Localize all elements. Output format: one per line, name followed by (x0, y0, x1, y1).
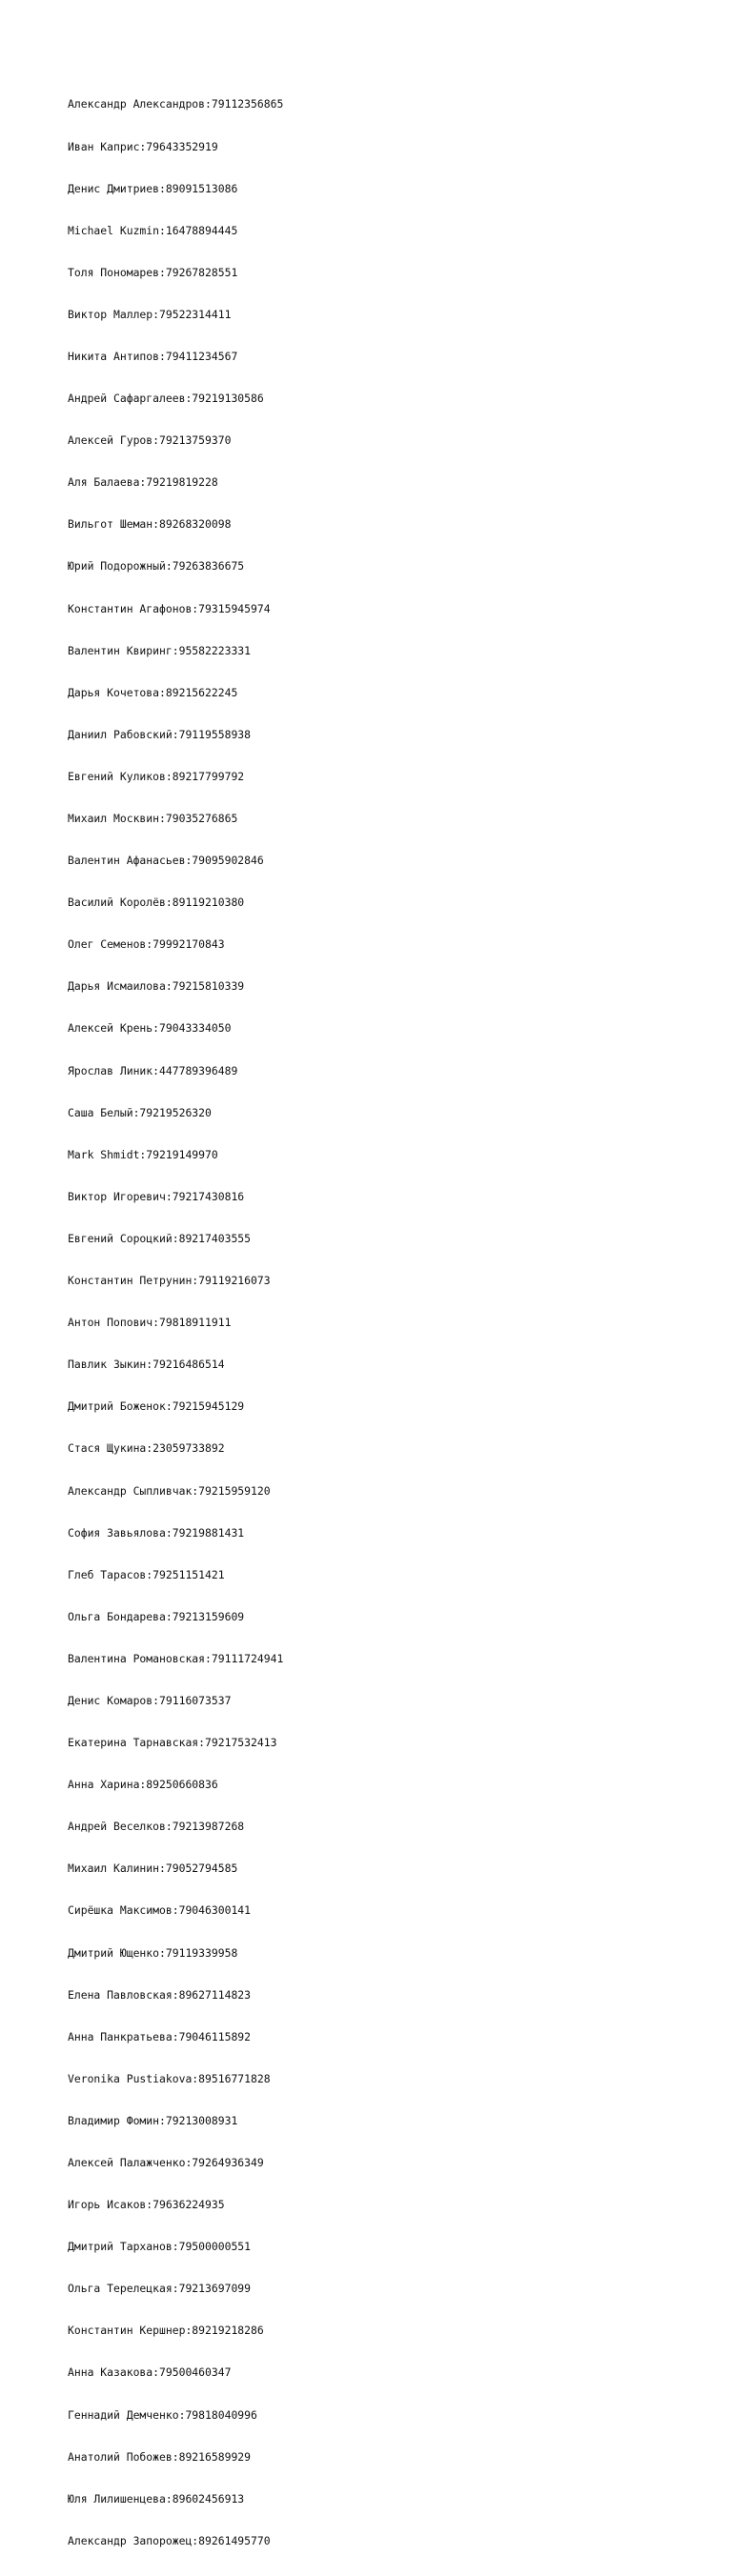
contact-row: Владимир Фомин:79213008931 (68, 2113, 238, 2127)
contact-row: Константин Агафонов:79315945974 (68, 601, 271, 615)
contact-row: Василий Королёв:89119210380 (68, 896, 245, 910)
contact-row: Антон Попович:79818911911 (68, 1316, 232, 1330)
contact-row: Валентина Романовская:79111724941 (68, 1651, 284, 1665)
contact-row: Геннадий Демченко:79818040996 (68, 2407, 257, 2422)
contact-row: Александр Сыпливчак:79215959120 (68, 1483, 271, 1498)
contact-row: Анна Харина:89250660836 (68, 1778, 218, 1792)
contact-row: Игорь Исаков:79636224935 (68, 2198, 225, 2212)
contact-row: Константин Петрунин:79119216073 (68, 1274, 271, 1288)
contact-row: Екатерина Тарнавская:79217532413 (68, 1736, 277, 1750)
contact-row: Виктор Маллер:79522314411 (68, 307, 232, 321)
contact-row: Ярослав Линик:447789396489 (68, 1063, 238, 1077)
contact-row: Елена Павловская:89627114823 (68, 1987, 252, 2002)
contact-row: Валентин Квиринг:95582223331 (68, 643, 252, 657)
contact-row: Александр Запорожец:89261495770 (68, 2533, 271, 2547)
contact-row: Стася Щукина:23059733892 (68, 1441, 225, 1456)
contact-row: Veronika Pustiakova:89516771828 (68, 2071, 271, 2085)
contact-row: Константин Кершнер:89219218286 (68, 2324, 264, 2338)
contact-row: Алексей Гуров:79213759370 (68, 433, 232, 448)
contact-row: Павлик Зыкин:79216486514 (68, 1358, 225, 1372)
contact-row: Денис Дмитриев:89091513086 (68, 181, 238, 195)
contact-row: Саша Белый:79219526320 (68, 1105, 212, 1119)
contact-row: Глеб Тарасов:79251151421 (68, 1567, 225, 1581)
contact-row: Ольга Терелецкая:79213697099 (68, 2282, 252, 2296)
contact-row: Евгений Сороцкий:89217403555 (68, 1231, 252, 1245)
contact-row: Алексей Крень:79043334050 (68, 1021, 232, 1036)
contact-row: Денис Комаров:79116073537 (68, 1693, 232, 1707)
contact-row: Анна Панкратьева:79046115892 (68, 2029, 252, 2043)
contact-row: Олег Семенов:79992170843 (68, 937, 225, 952)
contact-row: Дарья Кочетова:89215622245 (68, 685, 238, 699)
contact-row: Mark Shmidt:79219149970 (68, 1147, 218, 1161)
contact-row: Даниил Рабовский:79119558938 (68, 727, 252, 741)
contact-row: Юрий Подорожный:79263836675 (68, 559, 245, 574)
contact-row: София Завьялова:79219881431 (68, 1525, 245, 1540)
contact-list (68, 70, 283, 2576)
contact-row: Сирёшка Максимов:79046300141 (68, 1903, 252, 1918)
contact-row: Михаил Калинин:79052794585 (68, 1862, 238, 1876)
contact-row: Евгений Куликов:89217799792 (68, 769, 245, 783)
contact-row: Дмитрий Ющенко:79119339958 (68, 1945, 238, 1960)
contact-row: Толя Пономарев:79267828551 (68, 265, 238, 279)
contact-row: Михаил Москвин:79035276865 (68, 812, 238, 825)
contact-row: Michael Kuzmin:16478894445 (68, 223, 238, 237)
contact-row: Валентин Афанасьев:79095902846 (68, 854, 264, 868)
contact-row: Андрей Веселков:79213987268 (68, 1820, 245, 1834)
contact-row: Андрей Сафаргалеев:79219130586 (68, 392, 264, 406)
contact-row: Иван Каприс:79643352919 (68, 139, 218, 153)
contact-row: Александр Александров:79112356865 (68, 97, 284, 111)
contact-row: Анатолий Побожев:89216589929 (68, 2449, 252, 2464)
contact-row: Анна Казакова:79500460347 (68, 2365, 232, 2380)
contact-row: Виктор Игоревич:79217430816 (68, 1189, 245, 1203)
contact-row: Юля Лилишенцева:89602456913 (68, 2491, 245, 2506)
contact-row: Вильгот Шеман:89268320098 (68, 517, 232, 532)
contact-row: Никита Антипов:79411234567 (68, 349, 238, 363)
contact-row: Алексей Палажченко:79264936349 (68, 2156, 264, 2169)
contact-row: Аля Балаева:79219819228 (68, 475, 218, 490)
contact-row: Дарья Исмаилова:79215810339 (68, 979, 245, 994)
contact-row: Дмитрий Боженок:79215945129 (68, 1399, 245, 1414)
contact-row: Ольга Бондарева:79213159609 (68, 1609, 245, 1623)
contact-row: Дмитрий Тарханов:79500000551 (68, 2240, 252, 2254)
